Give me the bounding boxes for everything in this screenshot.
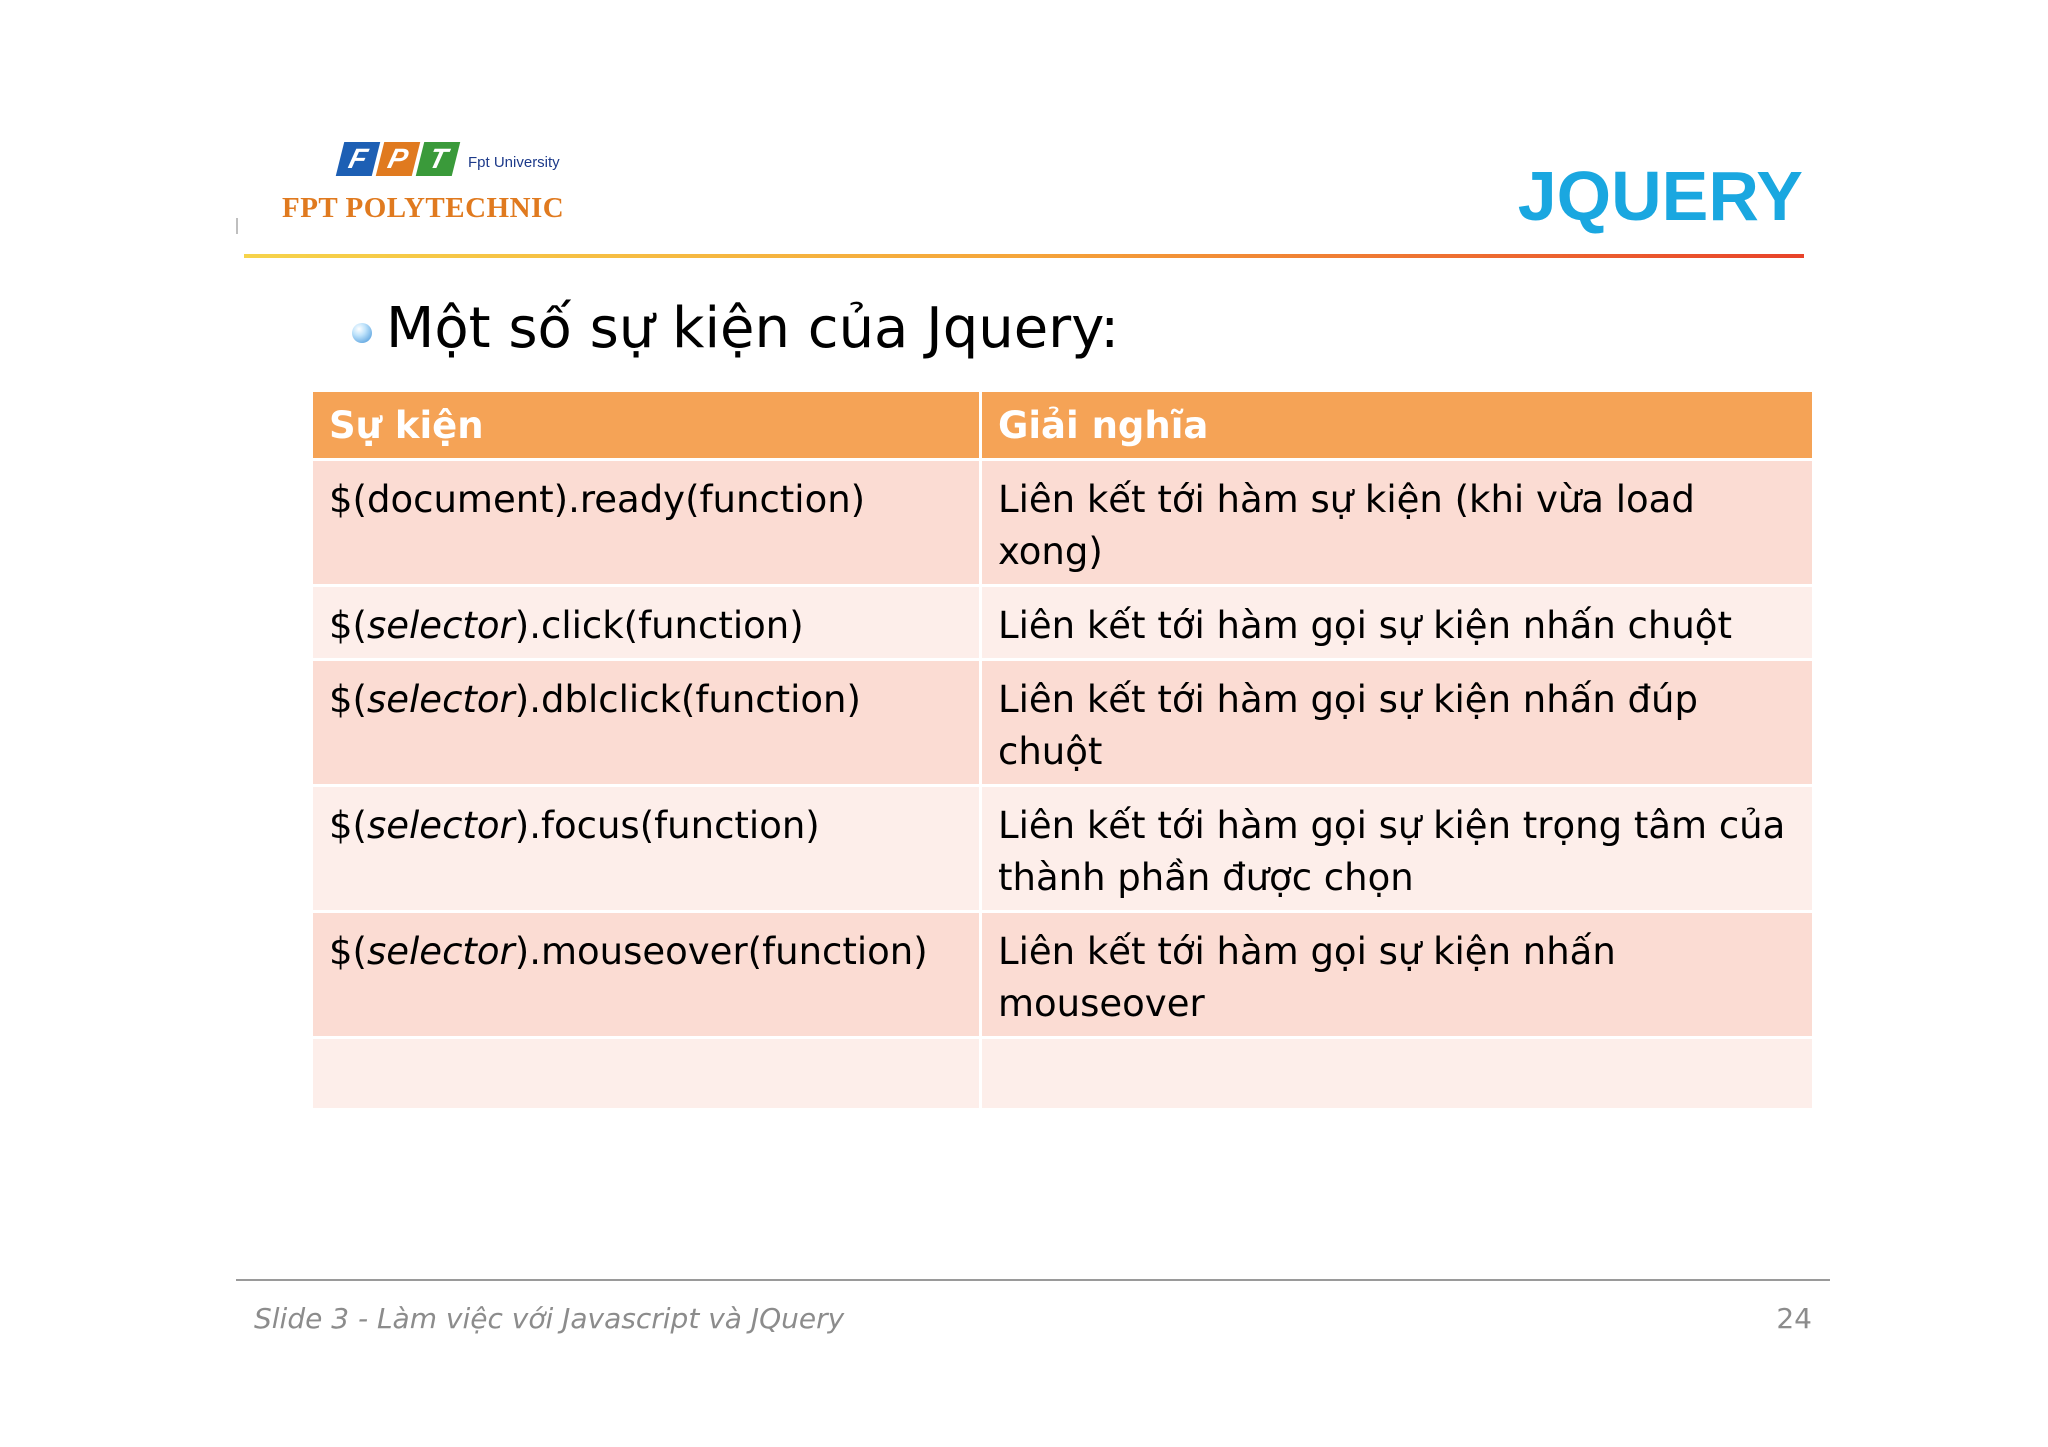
- meaning-cell: Liên kết tới hàm gọi sự kiện trọng tâm của thành phần được chọn: [982, 787, 1812, 910]
- empty-cell: [313, 1039, 979, 1108]
- bullet-point: [352, 296, 1119, 361]
- table-row-empty: [313, 1039, 1812, 1108]
- event-cell: [313, 661, 979, 784]
- meaning-cell: Liên kết tới hàm sự kiện (khi vừa load xong): [982, 461, 1812, 584]
- page-number: 24: [1776, 1302, 1812, 1335]
- fpt-letter-blocks: [340, 142, 456, 176]
- bullet-text: Một số sự kiện của Jquery:: [386, 296, 1120, 361]
- logo-university-text: Fpt University: [468, 154, 560, 171]
- event-prefix: $(: [329, 604, 367, 647]
- event-prefix: $(: [329, 678, 367, 721]
- meaning-cell: Liên kết tới hàm gọi sự kiện nhấn đúp chuột: [982, 661, 1812, 784]
- event-method: ).dblclick(function): [514, 678, 861, 721]
- fpt-polytechnic-logo: [282, 140, 582, 240]
- table-row: [313, 787, 1812, 910]
- footer-caption: Slide 3 - Làm việc với Javascript và JQuery: [254, 1302, 845, 1335]
- header-meaning: Giải nghĩa: [982, 392, 1812, 458]
- header-event: Sự kiện: [313, 392, 979, 458]
- logo-brand-text: FPT POLYTECHNIC: [282, 192, 565, 224]
- logo-letter-t: T: [416, 142, 460, 176]
- logo-letter-f: F: [336, 142, 380, 176]
- event-method: ).focus(function): [514, 804, 820, 847]
- event-method: ).click(function): [514, 604, 804, 647]
- event-prefix: $(: [329, 804, 367, 847]
- meaning-cell: Liên kết tới hàm gọi sự kiện nhấn chuột: [982, 587, 1812, 658]
- table-header-row: [313, 392, 1812, 458]
- event-selector: selector: [366, 804, 515, 847]
- table-row: [313, 461, 1812, 584]
- logo-letter-p: P: [376, 142, 420, 176]
- empty-cell: [982, 1039, 1812, 1108]
- header-divider: [244, 254, 1804, 258]
- event-cell: [313, 913, 979, 1036]
- event-prefix: $(: [329, 930, 367, 973]
- footer-divider: [236, 1279, 1830, 1281]
- table-row: [313, 661, 1812, 784]
- event-method: document).ready(function): [366, 478, 866, 521]
- event-cell: [313, 587, 979, 658]
- slide-title: JQUERY: [1517, 157, 1803, 235]
- table-row: [313, 913, 1812, 1036]
- bullet-dot-icon: [352, 323, 372, 343]
- left-margin-mark: [236, 218, 238, 234]
- event-cell: [313, 461, 979, 584]
- table-row: [313, 587, 1812, 658]
- event-selector: selector: [366, 678, 515, 721]
- event-selector: selector: [366, 604, 515, 647]
- event-cell: [313, 787, 979, 910]
- events-table: [310, 389, 1815, 1111]
- event-selector: selector: [366, 930, 515, 973]
- meaning-cell: Liên kết tới hàm gọi sự kiện nhấn mouseover: [982, 913, 1812, 1036]
- event-method: ).mouseover(function): [514, 930, 928, 973]
- event-prefix: $(: [329, 478, 367, 521]
